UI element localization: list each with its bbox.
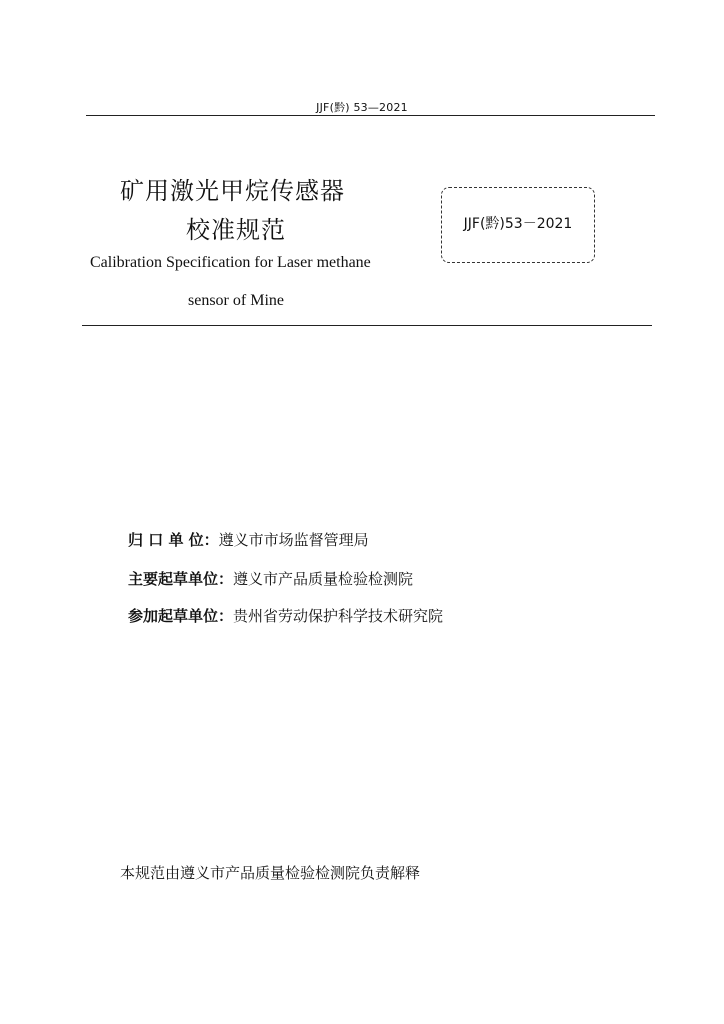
info-label-responsible-unit: 归 口 单 位：	[128, 531, 219, 549]
info-row-participating-drafting-unit	[128, 605, 443, 626]
title-chinese-line-1: 矿用激光甲烷传感器	[120, 177, 345, 205]
standard-code-box-text: JJF(黔)53－2021	[463, 216, 573, 232]
info-value-responsible-unit: 遵义市市场监督管理局	[218, 531, 369, 549]
interpretation-note: 本规范由遵义市产品质量检验检测院负责解释	[120, 864, 421, 882]
title-english-line-1: Calibration Specification for Laser methane	[90, 254, 371, 271]
info-value-participating-drafting-unit: 贵州省劳动保护科学技术研究院	[233, 607, 444, 625]
standard-code-box	[441, 187, 595, 263]
header-divider	[86, 115, 655, 116]
title-chinese-line-2: 校准规范	[186, 216, 286, 244]
title-divider	[82, 325, 652, 326]
info-row-main-drafting-unit	[128, 568, 413, 589]
title-english-line-2: sensor of Mine	[188, 292, 284, 309]
info-label-participating-drafting-unit: 参加起草单位：	[128, 607, 234, 625]
info-label-main-drafting-unit: 主要起草单位：	[128, 570, 234, 588]
header-standard-code: JJF(黔) 53—2021	[316, 101, 408, 114]
info-value-main-drafting-unit: 遵义市产品质量检验检测院	[233, 570, 414, 588]
info-row-responsible-unit	[128, 529, 369, 550]
